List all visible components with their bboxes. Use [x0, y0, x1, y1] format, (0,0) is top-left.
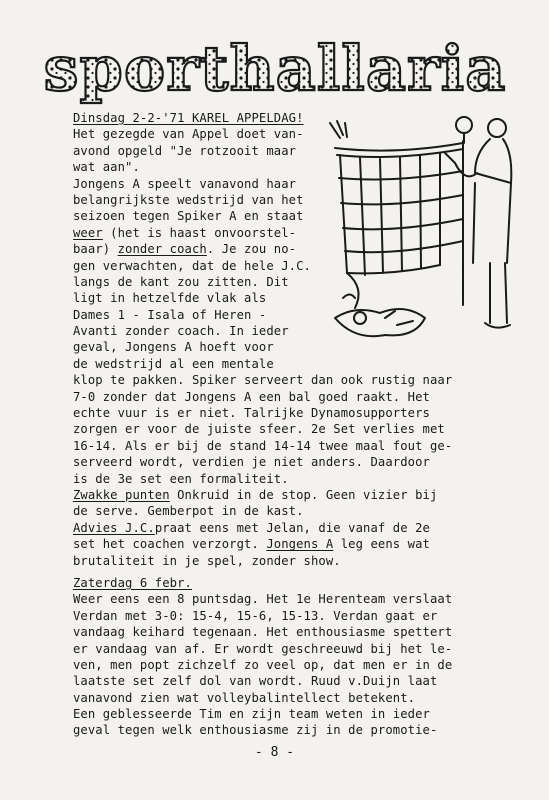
text-line: er vandaag van af. Er wordt geschreeuwd bij het le-	[73, 641, 453, 656]
text-line: geval, Jongens A hoeft voor	[73, 340, 274, 355]
underlined-weer: weer	[73, 225, 103, 240]
weer-rest: (het is haast onvoorstel-	[102, 225, 297, 240]
text-line: klop te pakken. Spiker serveert dan ook rustig naar	[73, 373, 453, 388]
text-line: geval tegen welk enthousiasme zij in de promotie-	[73, 723, 438, 738]
advies-line-2	[73, 536, 503, 552]
text-line: echte vuur is er niet. Talrijke Dynamosupporters	[73, 406, 430, 421]
text-line: serveerd wordt, verdien je niet anders. Daardoor	[73, 455, 430, 470]
text-line: de wedstrijd al een mentale	[73, 356, 274, 371]
zwakke-punten-line	[73, 487, 503, 503]
text-line: Dames 1 - Isala of Heren -	[73, 307, 267, 322]
advies-text: praat eens met Jelan, die vanaf de 2e	[154, 520, 430, 535]
advies-line2-post: leg eens wat	[333, 537, 430, 552]
text-line-zonder-coach	[73, 241, 338, 257]
heading-zaterdag: Zaterdag 6 febr.	[73, 575, 192, 590]
text-line: ligt in hetzelfde vlak als	[73, 291, 267, 306]
text-line: Avanti zonder coach. In ieder	[73, 324, 289, 339]
heading-dinsdag: Dinsdag 2-2-'71 KAREL APPELDAG!	[73, 111, 304, 125]
text-line: brutaliteit in je spel, zonder show.	[73, 553, 341, 568]
baar-pre: baar)	[73, 242, 118, 257]
text-line: vandaag keihard tegenaan. Het enthousiasme spettert	[73, 625, 453, 640]
text-line: Het gezegde van Appel doet van-	[73, 127, 304, 142]
underlined-jongens-a: Jongens A	[266, 537, 334, 552]
text-line-weer	[73, 225, 338, 241]
text-line: Jongens A speelt vanavond haar	[73, 176, 297, 191]
masthead-title: sporthallaria	[43, 32, 507, 105]
text-line: belangrijkste wedstrijd van het	[73, 192, 304, 207]
text-line: langs de kant zou zitten. Dit	[73, 274, 289, 289]
advies-line2-pre: set het coachen verzorgt.	[73, 537, 267, 552]
article	[73, 110, 503, 739]
advies-label: Advies J.C.	[73, 520, 155, 535]
masthead-logo	[40, 30, 510, 110]
text-line: zorgen er voor de juiste sfeer. 2e Set verlies met	[73, 422, 445, 437]
advies-line	[73, 520, 503, 536]
text-line: 16-14. Als er bij de stand 14-14 twee maal fout ge-	[73, 438, 453, 453]
text-line: Verdan met 3-0: 15-4, 15-6, 15-13. Verdan gaat er	[73, 608, 438, 623]
text-line: wat aan".	[73, 160, 140, 175]
underlined-zonder-coach: zonder coach	[117, 242, 207, 257]
text-line: Een geblesseerde Tim en zijn team weten in ieder	[73, 707, 430, 722]
text-line: de serve. Gemberpot in de kast.	[73, 504, 304, 519]
text-line: seizoen tegen Spiker A en staat	[73, 209, 304, 224]
text-line: Weer eens een 8 puntsdag. Het 1e Herenteam verslaat	[73, 592, 453, 607]
baar-post: . Je zou no-	[206, 242, 297, 257]
zwakke-punten-label: Zwakke punten	[73, 487, 170, 502]
text-line: ven, men popt zichzelf zo veel op, dat men er in de	[73, 657, 453, 672]
text-line: avond opgeld "Je rotzooit maar	[73, 143, 297, 158]
text-line: laatste set zelf dol van wordt. Ruud v.Duijn laat	[73, 674, 438, 689]
text-line: 7-0 zonder dat Jongens A een bal goed raakt. Het	[73, 389, 430, 404]
page-number: - 8 -	[254, 745, 295, 760]
text-line: gen verwachten, dat de hele J.C.	[73, 258, 311, 273]
zwakke-punten-text: Onkruid in de stop. Geen vizier bij	[169, 487, 438, 502]
text-line: vanavond zien wat volleybalintellect betekent.	[73, 690, 416, 705]
text-line: is de 3e set een formaliteit.	[73, 471, 289, 486]
